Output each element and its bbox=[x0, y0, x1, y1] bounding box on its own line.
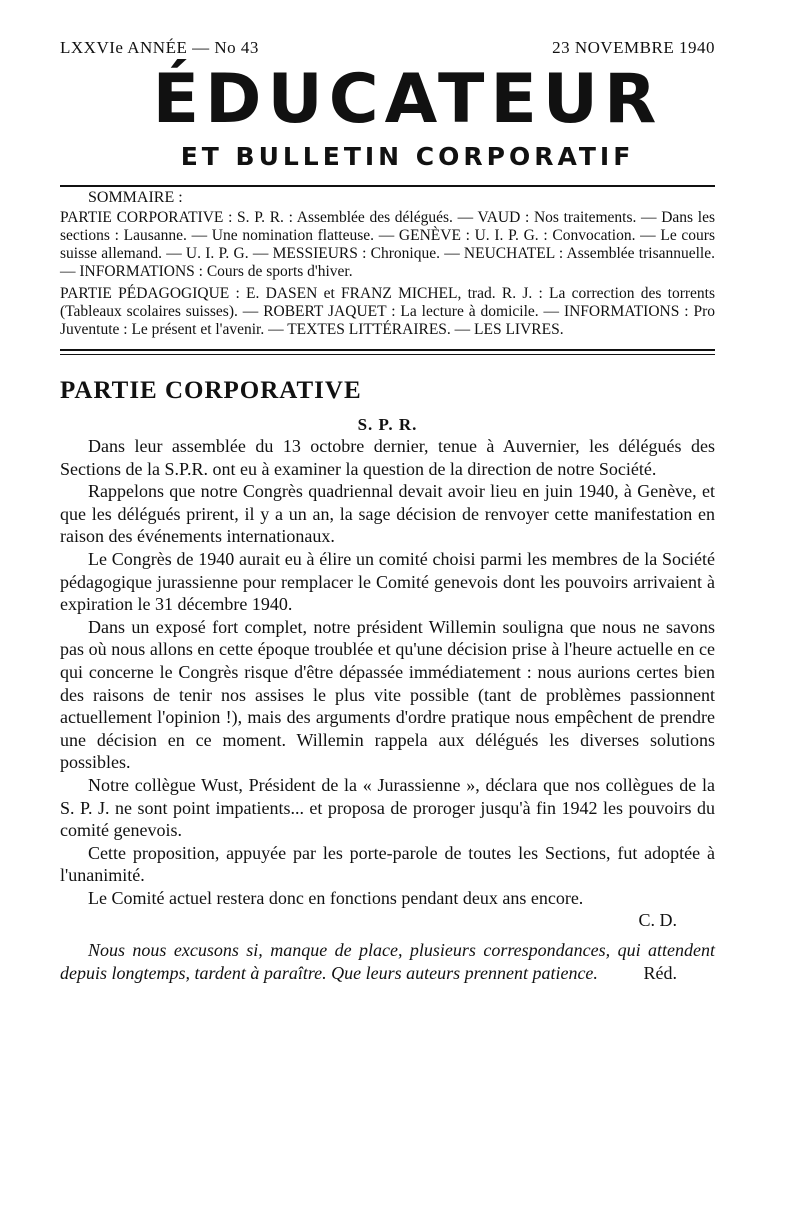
toc-corporate: PARTIE CORPORATIVE : S. P. R. : Assemblée des délégués. — VAUD : Nos traitements. — Dans les sections : Lausanne. — Une nomination flatteuse. — GENÈVE : U. I. P. G. : Convocation. — Le cours suisse allemand. — U. I. P. G. — MESSIEURS : Chronique. — NEUCHATEL : Assemblée trisannuelle. — INFORMATIONS : Cours de sports d'hiver. bbox=[60, 209, 715, 280]
paragraph: Dans leur assemblée du 13 octobre dernier, tenue à Auvernier, les délégués des Sections de la S.P.R. ont eu à examiner la question de la direction de notre Société. bbox=[60, 436, 715, 479]
paragraph: Notre collègue Wust, Président de la « Jurassienne », déclara que nos collègues de la S. P. J. ne sont point impatients... et proposa de proroger jusqu'à fin 1942 les pouvoirs du comité genevois. bbox=[60, 774, 715, 841]
double-divider bbox=[60, 349, 715, 355]
article-signature: C. D. bbox=[638, 910, 677, 931]
masthead-title: ÉDUCATEUR bbox=[152, 60, 663, 139]
divider bbox=[60, 185, 715, 187]
page bbox=[60, 38, 715, 985]
table-of-contents bbox=[60, 189, 715, 339]
issue-date: 23 NOVEMBRE 1940 bbox=[552, 38, 715, 57]
editor-signature: Réd. bbox=[643, 963, 677, 984]
toc-heading: SOMMAIRE : bbox=[88, 189, 183, 206]
editor-note bbox=[60, 939, 715, 984]
issue-line bbox=[60, 38, 715, 62]
paragraph: Cette proposition, appuyée par les porte-parole de toutes les Sections, fut adoptée à l'unanimité. bbox=[60, 842, 715, 886]
editor-note-text: Nous nous excusons si, manque de place, plusieurs correspondances, qui attendent depuis longtemps, tardent à paraître. Que leurs auteurs prennent patience. bbox=[60, 940, 715, 984]
subsection-heading: S. P. R. bbox=[357, 415, 418, 434]
toc-pedagogical: PARTIE PÉDAGOGIQUE : E. DASEN et FRANZ MICHEL, trad. R. J. : La correction des torrents (Tableaux scolaires suisses). — ROBERT JAQUET : La lecture à domicile. — INFORMATIONS : Pro Juventute : Le présent et l'avenir. — TEXTES LITTÉRAIRES. — LES LIVRES. bbox=[60, 285, 715, 338]
section-heading: PARTIE CORPORATIVE bbox=[60, 377, 362, 404]
paragraph: Le Congrès de 1940 aurait eu à élire un comité choisi parmi les membres de la Société pédagogique jurassienne pour remplacer le Comité genevois dont les pouvoirs arrivaient à expiration le 31 décembre 1940. bbox=[60, 548, 715, 615]
issue-number: LXXVIe ANNÉE — No 43 bbox=[60, 38, 259, 57]
paragraph: Rappelons que notre Congrès quadriennal devait avoir lieu en juin 1940, à Genève, et que les délégués prirent, il y a un an, la sage décision de renvoyer cette manifestation en raison des événements internationaux. bbox=[60, 481, 715, 547]
paragraph: Dans un exposé fort complet, notre président Willemin souligna que nous ne savons pas où nous allons en cette époque troublée et qu'une décision prise à l'heure actuelle en ce qui concerne le Congrès risque d'être dépassée immédiatement : nous aurions certes bien des raisons de tenir nos assises le plus vite possible (tant de problèmes passionnent actuellement l'opinion !), mais des arguments d'ordre pratique nous empêchent de prendre une décision en ce moment. Willemin rappela aux délégués les diverses solutions possibles. bbox=[60, 616, 715, 773]
masthead-subtitle: ET BULLETIN CORPORATIF bbox=[180, 142, 635, 171]
paragraph: Le Comité actuel restera donc en fonctions pendant deux ans encore. bbox=[88, 887, 584, 908]
article-body bbox=[60, 435, 715, 909]
